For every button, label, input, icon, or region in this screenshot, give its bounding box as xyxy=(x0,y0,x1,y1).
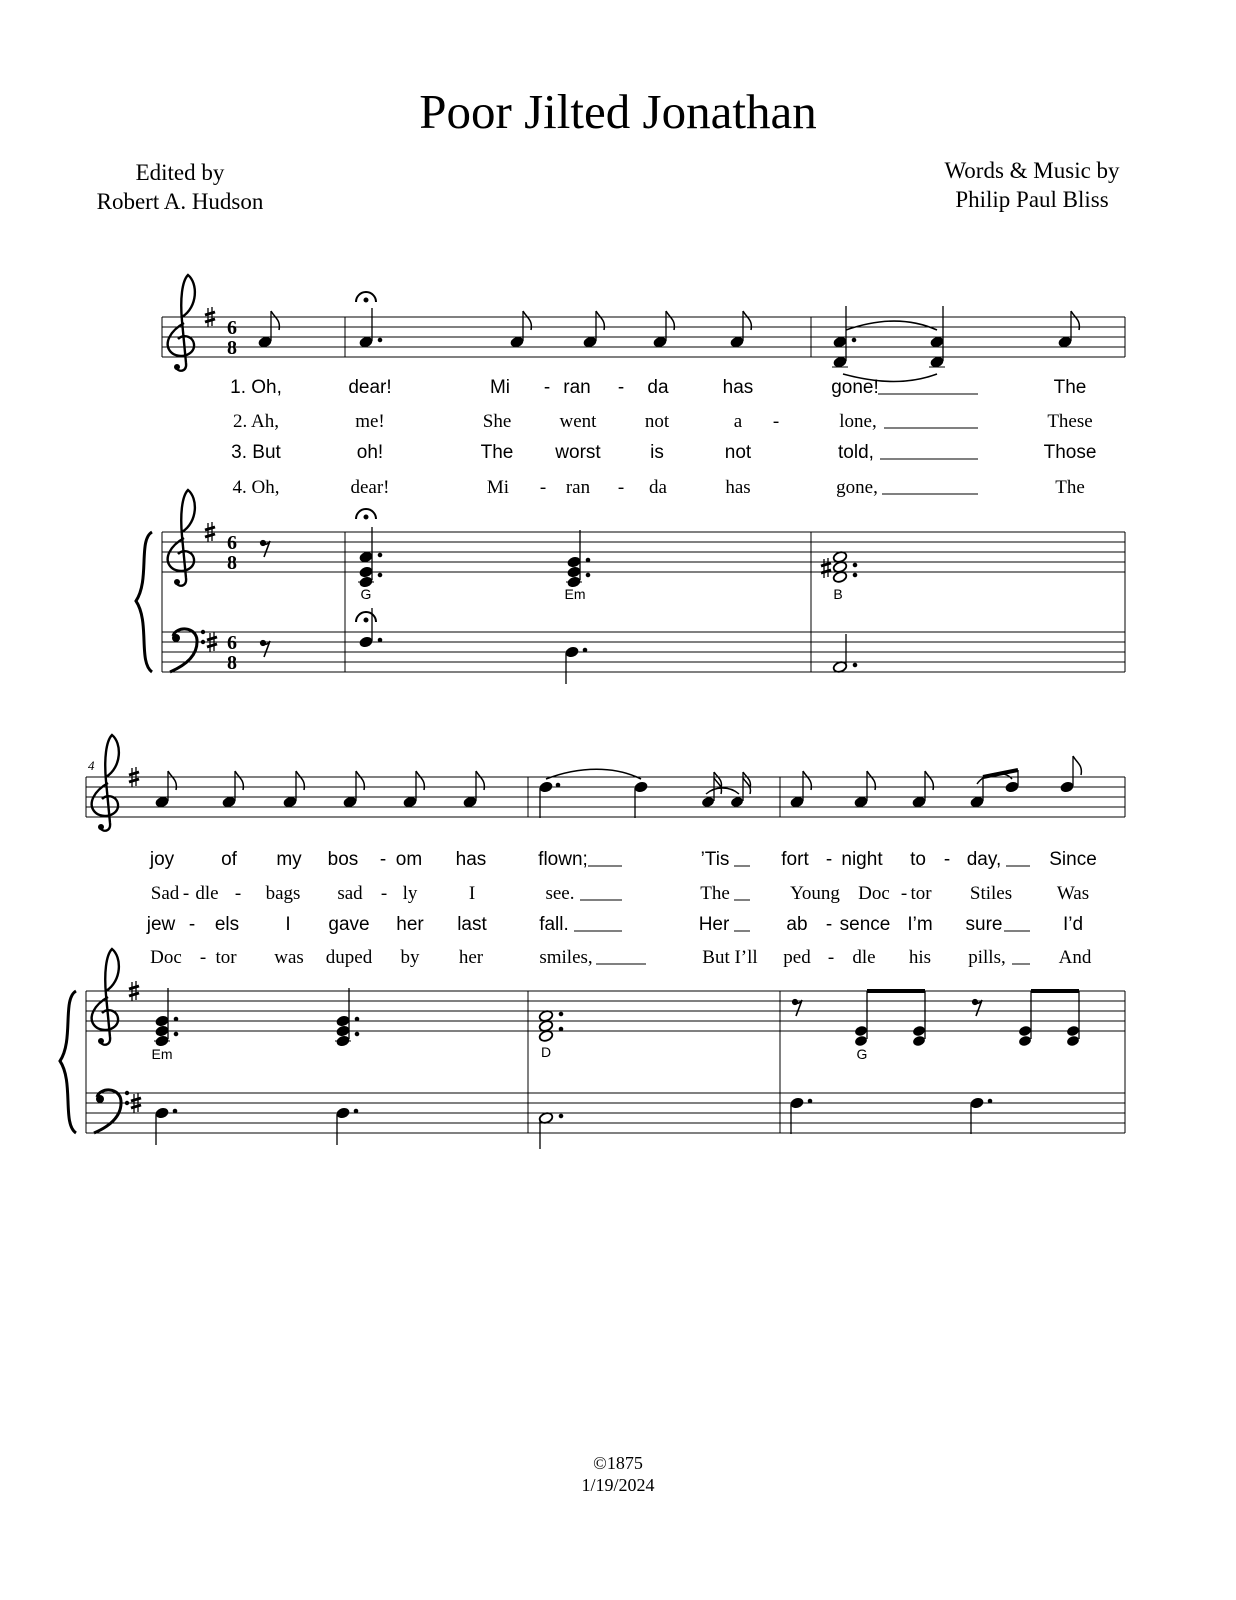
piano-treble-staff-1 xyxy=(162,532,1125,672)
lyric-syllable: gone, xyxy=(836,477,878,498)
lyric-syllable: worst xyxy=(555,442,601,463)
fermata-icon xyxy=(356,612,376,622)
eighth-rest-icon xyxy=(260,540,270,557)
lyric-syllable: Her xyxy=(698,914,730,935)
lyric-syllable: ab xyxy=(786,914,808,935)
eighth-rest-icon xyxy=(792,999,802,1016)
lyric-syllable: I’d xyxy=(1062,914,1084,935)
lyrics-system-1 xyxy=(230,377,1096,498)
time-signature-top: 6 xyxy=(227,632,237,654)
lyric-syllable: The xyxy=(480,442,514,463)
lyric-syllable: lone, xyxy=(839,411,877,432)
lyric-hyphen: - xyxy=(379,849,387,870)
piano-treble-staff-2 xyxy=(86,991,1125,1133)
chord-symbol: G xyxy=(856,1046,868,1062)
chord-symbol: Em xyxy=(564,586,586,602)
verse-4-lyrics xyxy=(233,477,1085,498)
time-signature-top: 6 xyxy=(227,532,237,554)
vocal-staff-1 xyxy=(162,317,1125,357)
lyric-syllable: Mi xyxy=(489,377,511,398)
piano-bass-staff-1 xyxy=(162,632,1125,672)
time-signature-bottom: 8 xyxy=(227,552,237,574)
lyric-hyphen: - xyxy=(234,883,242,904)
piano-notes-1 xyxy=(260,509,856,684)
lyric-syllable: joy xyxy=(149,849,175,870)
bass-clef-icon xyxy=(94,1090,129,1133)
chord-symbol: Em xyxy=(151,1046,173,1062)
chord-symbol: D xyxy=(540,1044,552,1060)
lyric-syllable: bags xyxy=(265,883,301,904)
lyric-syllable: tor xyxy=(910,883,932,904)
treble-clef-icon xyxy=(92,735,119,831)
lyric-syllable: to xyxy=(910,849,926,870)
lyric-syllable: my xyxy=(276,849,302,870)
lyric-syllable: sence xyxy=(839,914,891,935)
lyric-syllable: day, xyxy=(966,849,1002,870)
lyric-syllable: duped xyxy=(325,947,373,968)
lyric-syllable: ped xyxy=(783,947,811,968)
verse-3-lyrics xyxy=(146,914,1083,935)
lyric-syllable: The xyxy=(1053,377,1087,398)
lyric-syllable: by xyxy=(400,947,420,968)
lyric-hyphen: - xyxy=(188,914,196,935)
chord-symbol: G xyxy=(360,586,372,602)
lyric-syllable: of xyxy=(221,849,237,870)
lyric-syllable: Doc xyxy=(858,883,890,904)
lyric-syllable: I xyxy=(285,914,291,935)
lyric-syllable: And xyxy=(1058,947,1092,968)
system-2 xyxy=(60,735,1125,1149)
lyric-syllable: told, xyxy=(838,442,874,463)
lyric-hyphen: - xyxy=(539,477,547,498)
lyric-syllable: her xyxy=(396,914,424,935)
verse-2-lyrics xyxy=(233,411,1093,432)
editor-name: Robert A. Hudson xyxy=(96,189,264,214)
treble-clef-icon xyxy=(168,275,195,371)
lyric-syllable: sad xyxy=(337,883,363,904)
lyric-syllable: his xyxy=(908,947,932,968)
eighth-rest-icon xyxy=(972,999,982,1016)
lyric-syllable: Mi xyxy=(486,477,510,498)
bass-clef-icon xyxy=(170,629,205,672)
lyric-syllable: Was xyxy=(1056,883,1090,904)
lyric-syllable: ly xyxy=(402,883,418,904)
lyric-syllable: I xyxy=(468,883,476,904)
lyric-syllable: sure xyxy=(965,914,1003,935)
lyric-hyphen: - xyxy=(617,477,625,498)
time-signature-top: 6 xyxy=(227,317,237,339)
song-title: Poor Jilted Jonathan xyxy=(419,84,817,139)
lyric-syllable: The xyxy=(1055,477,1085,498)
lyric-syllable: see. xyxy=(545,883,575,904)
piano-bass-staff-2 xyxy=(86,1093,1125,1133)
lyric-syllable: not xyxy=(724,442,752,463)
lyric-syllable: She xyxy=(482,411,512,432)
lyric-syllable: dle xyxy=(195,883,219,904)
chord-symbol: B xyxy=(833,586,843,602)
composer-name: Philip Paul Bliss xyxy=(955,187,1109,212)
lyric-syllable: Young xyxy=(790,883,840,904)
lyric-syllable: smiles, xyxy=(539,947,593,968)
lyric-hyphen: - xyxy=(827,947,835,968)
lyric-syllable: I’m xyxy=(907,914,933,935)
editor-label: Edited by xyxy=(135,160,225,185)
lyric-syllable: dear! xyxy=(348,377,392,398)
lyric-syllable: 4. Oh, xyxy=(232,477,280,498)
verse-2-lyrics xyxy=(151,883,1089,904)
lyric-syllable: da xyxy=(647,377,669,398)
lyrics-system-2 xyxy=(146,849,1097,968)
lyric-syllable: bos xyxy=(327,849,359,870)
lyric-syllable: oh! xyxy=(356,442,384,463)
sharp-accidental-icon xyxy=(821,558,831,578)
lyric-syllable: last xyxy=(457,914,487,935)
lyric-hyphen: - xyxy=(617,377,625,398)
chord-symbols-2 xyxy=(152,1044,868,1062)
time-signature-bottom: 8 xyxy=(227,652,237,674)
lyric-syllable: tor xyxy=(215,947,237,968)
lyric-syllable: has xyxy=(725,477,751,498)
lyric-syllable: jew xyxy=(146,914,176,935)
lyric-syllable: els xyxy=(214,914,240,935)
lyric-syllable: 3. But xyxy=(231,442,281,463)
lyric-syllable: 2. Ah, xyxy=(233,411,279,432)
lyric-syllable: But I’ll xyxy=(702,947,758,968)
verse-4-lyrics xyxy=(150,947,1092,968)
lyric-syllable: not xyxy=(644,411,670,432)
vocal-staff-2 xyxy=(86,777,1125,817)
verse-3-lyrics xyxy=(231,442,1096,463)
lyric-syllable: flown; xyxy=(538,849,588,870)
lyric-syllable: me! xyxy=(355,411,385,432)
lyric-syllable: a xyxy=(733,411,743,432)
verse-1-lyrics xyxy=(149,849,1097,870)
lyric-hyphen: - xyxy=(900,883,908,904)
copyright-notice: ©1875 xyxy=(593,1453,643,1473)
chord-symbols-1 xyxy=(361,586,843,602)
lyric-hyphen: - xyxy=(943,849,951,870)
lyric-syllable: fort xyxy=(781,849,809,870)
lyric-syllable: 1. Oh, xyxy=(230,377,282,398)
lyric-syllable: om xyxy=(395,849,423,870)
piano-notes-2 xyxy=(151,988,1080,1149)
lyric-syllable: ran xyxy=(565,477,591,498)
lyric-syllable: Doc xyxy=(150,947,182,968)
lyric-syllable: gave xyxy=(328,914,370,935)
lyric-syllable: went xyxy=(559,411,597,432)
print-date: 1/19/2024 xyxy=(581,1475,655,1495)
lyric-syllable: da xyxy=(649,477,667,498)
lyric-hyphen: - xyxy=(182,883,190,904)
lyric-syllable: is xyxy=(650,442,664,463)
lyric-syllable: fall. xyxy=(539,914,569,935)
lyric-syllable: was xyxy=(274,947,304,968)
treble-clef-icon xyxy=(92,949,119,1045)
lyric-syllable: has xyxy=(455,849,487,870)
lyric-syllable: dle xyxy=(852,947,876,968)
lyric-syllable: Sad xyxy=(150,883,180,904)
piano-brace-icon xyxy=(60,991,76,1133)
measure-number: 4 xyxy=(88,758,95,773)
verse-1-lyrics xyxy=(230,377,1086,398)
lyric-syllable: Those xyxy=(1043,442,1097,463)
piano-brace-icon xyxy=(136,532,152,672)
lyric-syllable: Stiles xyxy=(969,883,1013,904)
lyric-syllable: ran xyxy=(563,377,591,398)
lyric-syllable: her xyxy=(458,947,484,968)
lyric-syllable: The xyxy=(700,883,730,904)
time-signature-bottom: 8 xyxy=(227,337,237,359)
lyric-hyphen: - xyxy=(772,411,780,432)
lyric-syllable: night xyxy=(841,849,883,870)
lyric-syllable: ’Tis xyxy=(700,849,730,870)
system-1 xyxy=(136,275,1125,684)
lyric-hyphen: - xyxy=(825,914,833,935)
fermata-icon xyxy=(356,509,376,519)
lyric-hyphen: - xyxy=(199,947,207,968)
lyric-syllable: Since xyxy=(1049,849,1097,870)
treble-clef-icon xyxy=(168,490,195,586)
composer-label: Words & Music by xyxy=(944,158,1120,183)
lyric-syllable: pills, xyxy=(968,947,1006,968)
lyric-hyphen: - xyxy=(380,883,388,904)
fermata-icon xyxy=(356,292,376,302)
eighth-rest-icon xyxy=(260,640,270,657)
lyric-hyphen: - xyxy=(543,377,551,398)
lyric-syllable: These xyxy=(1047,411,1093,432)
lyric-syllable: has xyxy=(722,377,754,398)
lyric-syllable: dear! xyxy=(350,477,390,498)
lyric-syllable: gone! xyxy=(831,377,879,398)
lyric-hyphen: - xyxy=(825,849,833,870)
